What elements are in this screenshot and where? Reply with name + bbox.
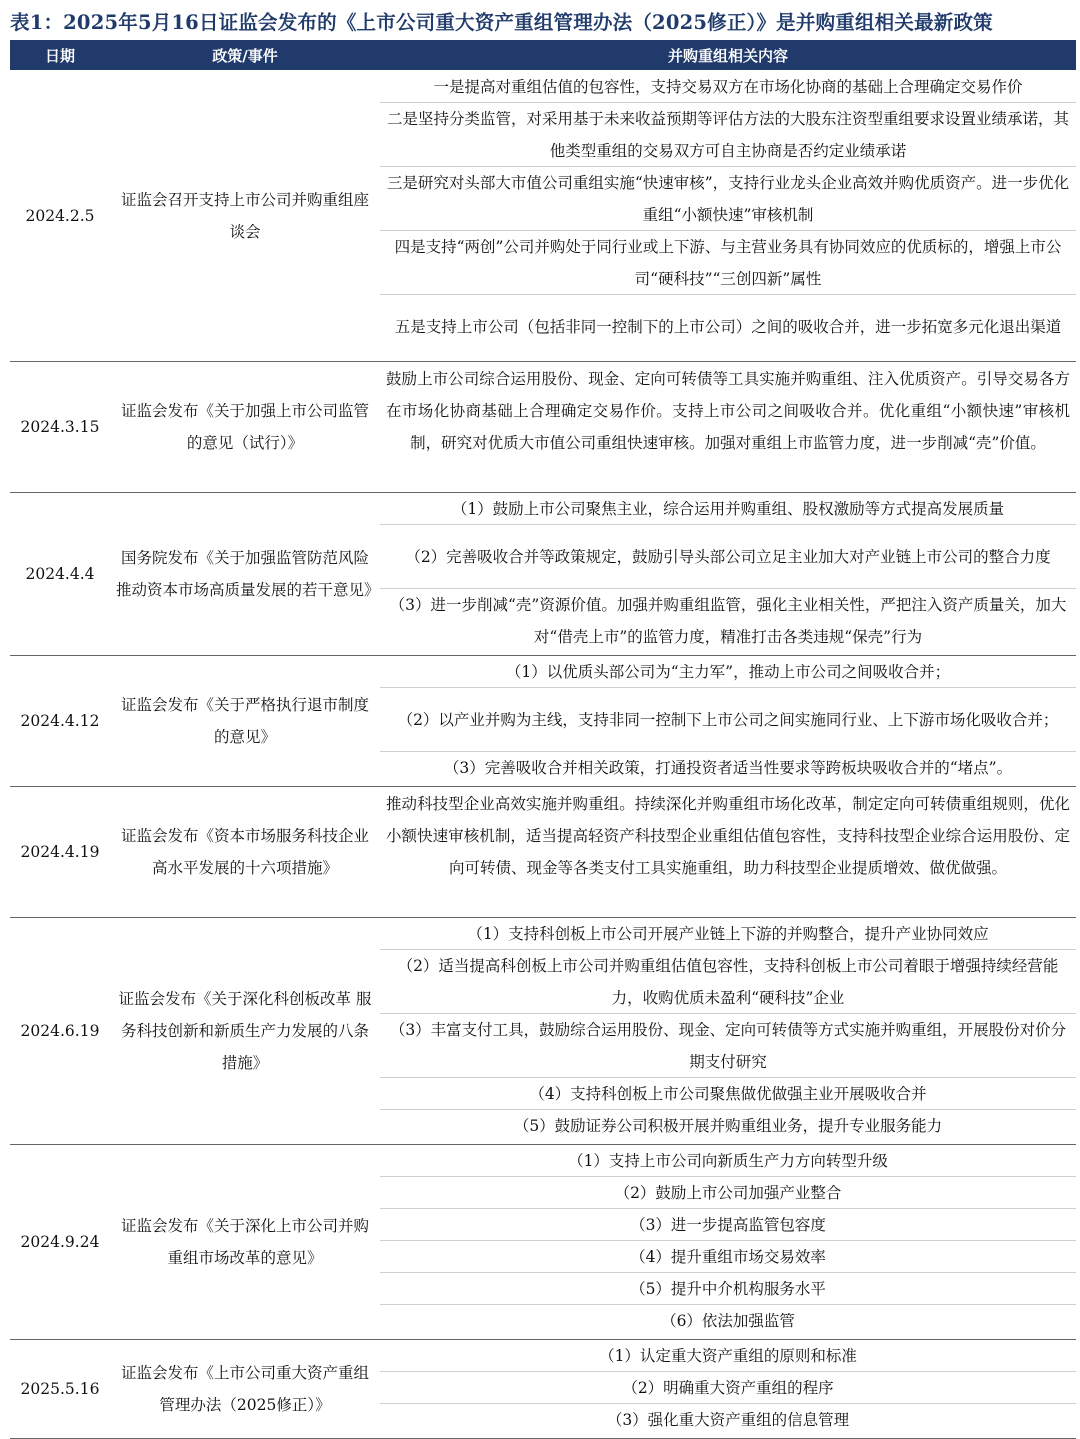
content-item: 二是坚持分类监管，对采用基于未来收益预期等评估方法的大股东注资型重组要求设置业绩承诺，其他类型重组的交易双方可自主协商是否约定业绩承诺 bbox=[380, 103, 1076, 167]
content-paragraph: 推动科技型企业高效实施并购重组。持续深化并购重组市场化改革，制定定向可转债重组规则，优化小额快速审核机制，适当提高轻资产科技型企业重组估值包容性，支持科技型企业综合运用股份、定向可转债、现金等各类支付工具实施重组，助力科技型企业提质增效、做优做强。 bbox=[386, 795, 1070, 877]
content-item: （1）以优质头部公司为“主力军”，推动上市公司之间吸收合并； bbox=[380, 656, 1076, 688]
row-date: 2025.5.16 bbox=[20, 1379, 100, 1398]
table-title: 表1：2025年5月16日证监会发布的《上市公司重大资产重组管理办法（2025修正）》是并购重组相关最新政策 bbox=[10, 11, 993, 34]
table-row bbox=[10, 786, 1076, 918]
content-item: （1）认定重大资产重组的原则和标准 bbox=[380, 1340, 1076, 1372]
content-item: 五是支持上市公司（包括非同一控制下的上市公司）之间的吸收合并，进一步拓宽多元化退出渠道 bbox=[394, 318, 1062, 336]
row-policy: 国务院发布《关于加强监管防范风险推动资本市场高质量发展的若干意见》 bbox=[116, 548, 380, 599]
content-item: （2）以产业并购为主线，支持非同一控制下上市公司之间实施同行业、上下游市场化吸收合并； bbox=[380, 688, 1076, 752]
row-date: 2024.6.19 bbox=[20, 1021, 100, 1040]
row-policy: 证监会发布《关于深化上市公司并购重组市场改革的意见》 bbox=[120, 1216, 369, 1267]
row-date: 2024.4.19 bbox=[20, 842, 100, 861]
content-item: 四是支持“两创”公司并购处于同行业或上下游、与主营业务具有协同效应的优质标的，增强上市公司“硬科技”“三创四新”属性 bbox=[380, 231, 1076, 295]
row-content bbox=[380, 786, 1076, 917]
row-content bbox=[380, 1339, 1076, 1438]
row-date: 2024.3.15 bbox=[20, 417, 100, 436]
content-item: （2）适当提高科创板上市公司并购重组估值包容性，支持科创板上市公司着眼于增强持续经营能力，收购优质未盈利“硬科技”企业 bbox=[380, 950, 1076, 1014]
table-row bbox=[10, 917, 1076, 1145]
row-content bbox=[380, 917, 1076, 1144]
row-policy: 证监会发布《关于严格执行退市制度的意见》 bbox=[120, 695, 369, 746]
row-date: 2024.2.5 bbox=[25, 206, 95, 225]
content-item: （3）进一步提高监管包容度 bbox=[380, 1209, 1076, 1241]
row-policy: 证监会发布《关于深化科创板改革 服务科技创新和新质生产力发展的八条措施》 bbox=[118, 989, 372, 1072]
content-item: （2）鼓励上市公司加强产业整合 bbox=[380, 1177, 1076, 1209]
content-item: （3）完善吸收合并相关政策，打通投资者适当性要求等跨板块吸收合并的“堵点”。 bbox=[443, 759, 1013, 777]
content-item: （2）完善吸收合并等政策规定，鼓励引导头部公司立足主业加大对产业链上市公司的整合力度 bbox=[380, 525, 1076, 589]
row-policy: 证监会发布《上市公司重大资产重组管理办法（2025修正）》 bbox=[120, 1363, 369, 1414]
row-content bbox=[380, 1144, 1076, 1339]
content-item: （3）进一步削减“壳”资源价值。加强并购重组监管，强化主业相关性，严把注入资产质量关，加大对“借壳上市”的监管力度，精准打击各类违规“保壳”行为 bbox=[389, 596, 1067, 646]
header-content: 并购重组相关内容 bbox=[667, 46, 788, 65]
header-date: 日期 bbox=[44, 46, 75, 65]
content-item: （4）提升重组市场交易效率 bbox=[380, 1241, 1076, 1273]
content-item: （1）支持科创板上市公司开展产业链上下游的并购整合，提升产业协同效应 bbox=[380, 918, 1076, 950]
row-content bbox=[380, 492, 1076, 655]
table-row bbox=[10, 1339, 1076, 1439]
content-item: （3）强化重大资产重组的信息管理 bbox=[606, 1411, 850, 1429]
content-item: 一是提高对重组估值的包容性，支持交易双方在市场化协商的基础上合理确定交易作价 bbox=[380, 71, 1076, 103]
row-date: 2024.4.4 bbox=[25, 564, 95, 583]
table-row bbox=[10, 492, 1076, 656]
table-row bbox=[10, 1144, 1076, 1340]
row-content bbox=[380, 655, 1076, 786]
content-item: 三是研究对头部大市值公司重组实施“快速审核”，支持行业龙头企业高效并购优质资产。进一步优化重组“小额快速”审核机制 bbox=[380, 167, 1076, 231]
row-content bbox=[380, 361, 1076, 492]
content-item: （5）提升中介机构服务水平 bbox=[380, 1273, 1076, 1305]
table-row bbox=[10, 361, 1076, 493]
row-policy: 证监会发布《资本市场服务科技企业高水平发展的十六项措施》 bbox=[120, 826, 369, 877]
row-policy: 证监会召开支持上市公司并购重组座谈会 bbox=[120, 190, 369, 241]
content-item: （3）丰富支付工具，鼓励综合运用股份、现金、定向可转债等方式实施并购重组，开展股份对价分期支付研究 bbox=[380, 1014, 1076, 1078]
table-row bbox=[10, 70, 1076, 362]
row-date: 2024.4.12 bbox=[20, 711, 100, 730]
content-paragraph: 鼓励上市公司综合运用股份、现金、定向可转债等工具实施并购重组、注入优质资产。引导交易各方在市场化协商基础上合理确定交易作价。支持上市公司之间吸收合并。优化重组“小额快速”审核机制，研究对优质大市值公司重组快速审核。加强对重组上市监管力度，进一步削减“壳”价值。 bbox=[386, 370, 1070, 452]
row-date: 2024.9.24 bbox=[20, 1232, 100, 1251]
content-item: （1）支持上市公司向新质生产力方向转型升级 bbox=[380, 1145, 1076, 1177]
content-item: （2）明确重大资产重组的程序 bbox=[380, 1372, 1076, 1404]
row-content bbox=[380, 70, 1076, 361]
content-item: （6）依法加强监管 bbox=[661, 1312, 795, 1330]
content-item: （1）鼓励上市公司聚焦主业，综合运用并购重组、股权激励等方式提高发展质量 bbox=[380, 493, 1076, 525]
header-policy: 政策/事件 bbox=[212, 46, 278, 65]
content-item: （5）鼓励证券公司积极开展并购重组业务，提升专业服务能力 bbox=[513, 1117, 943, 1135]
table-header bbox=[10, 40, 1076, 70]
row-policy: 证监会发布《关于加强上市公司监管的意见（试行）》 bbox=[120, 401, 369, 452]
content-item: （4）支持科创板上市公司聚焦做优做强主业开展吸收合并 bbox=[380, 1078, 1076, 1110]
table-row bbox=[10, 655, 1076, 787]
